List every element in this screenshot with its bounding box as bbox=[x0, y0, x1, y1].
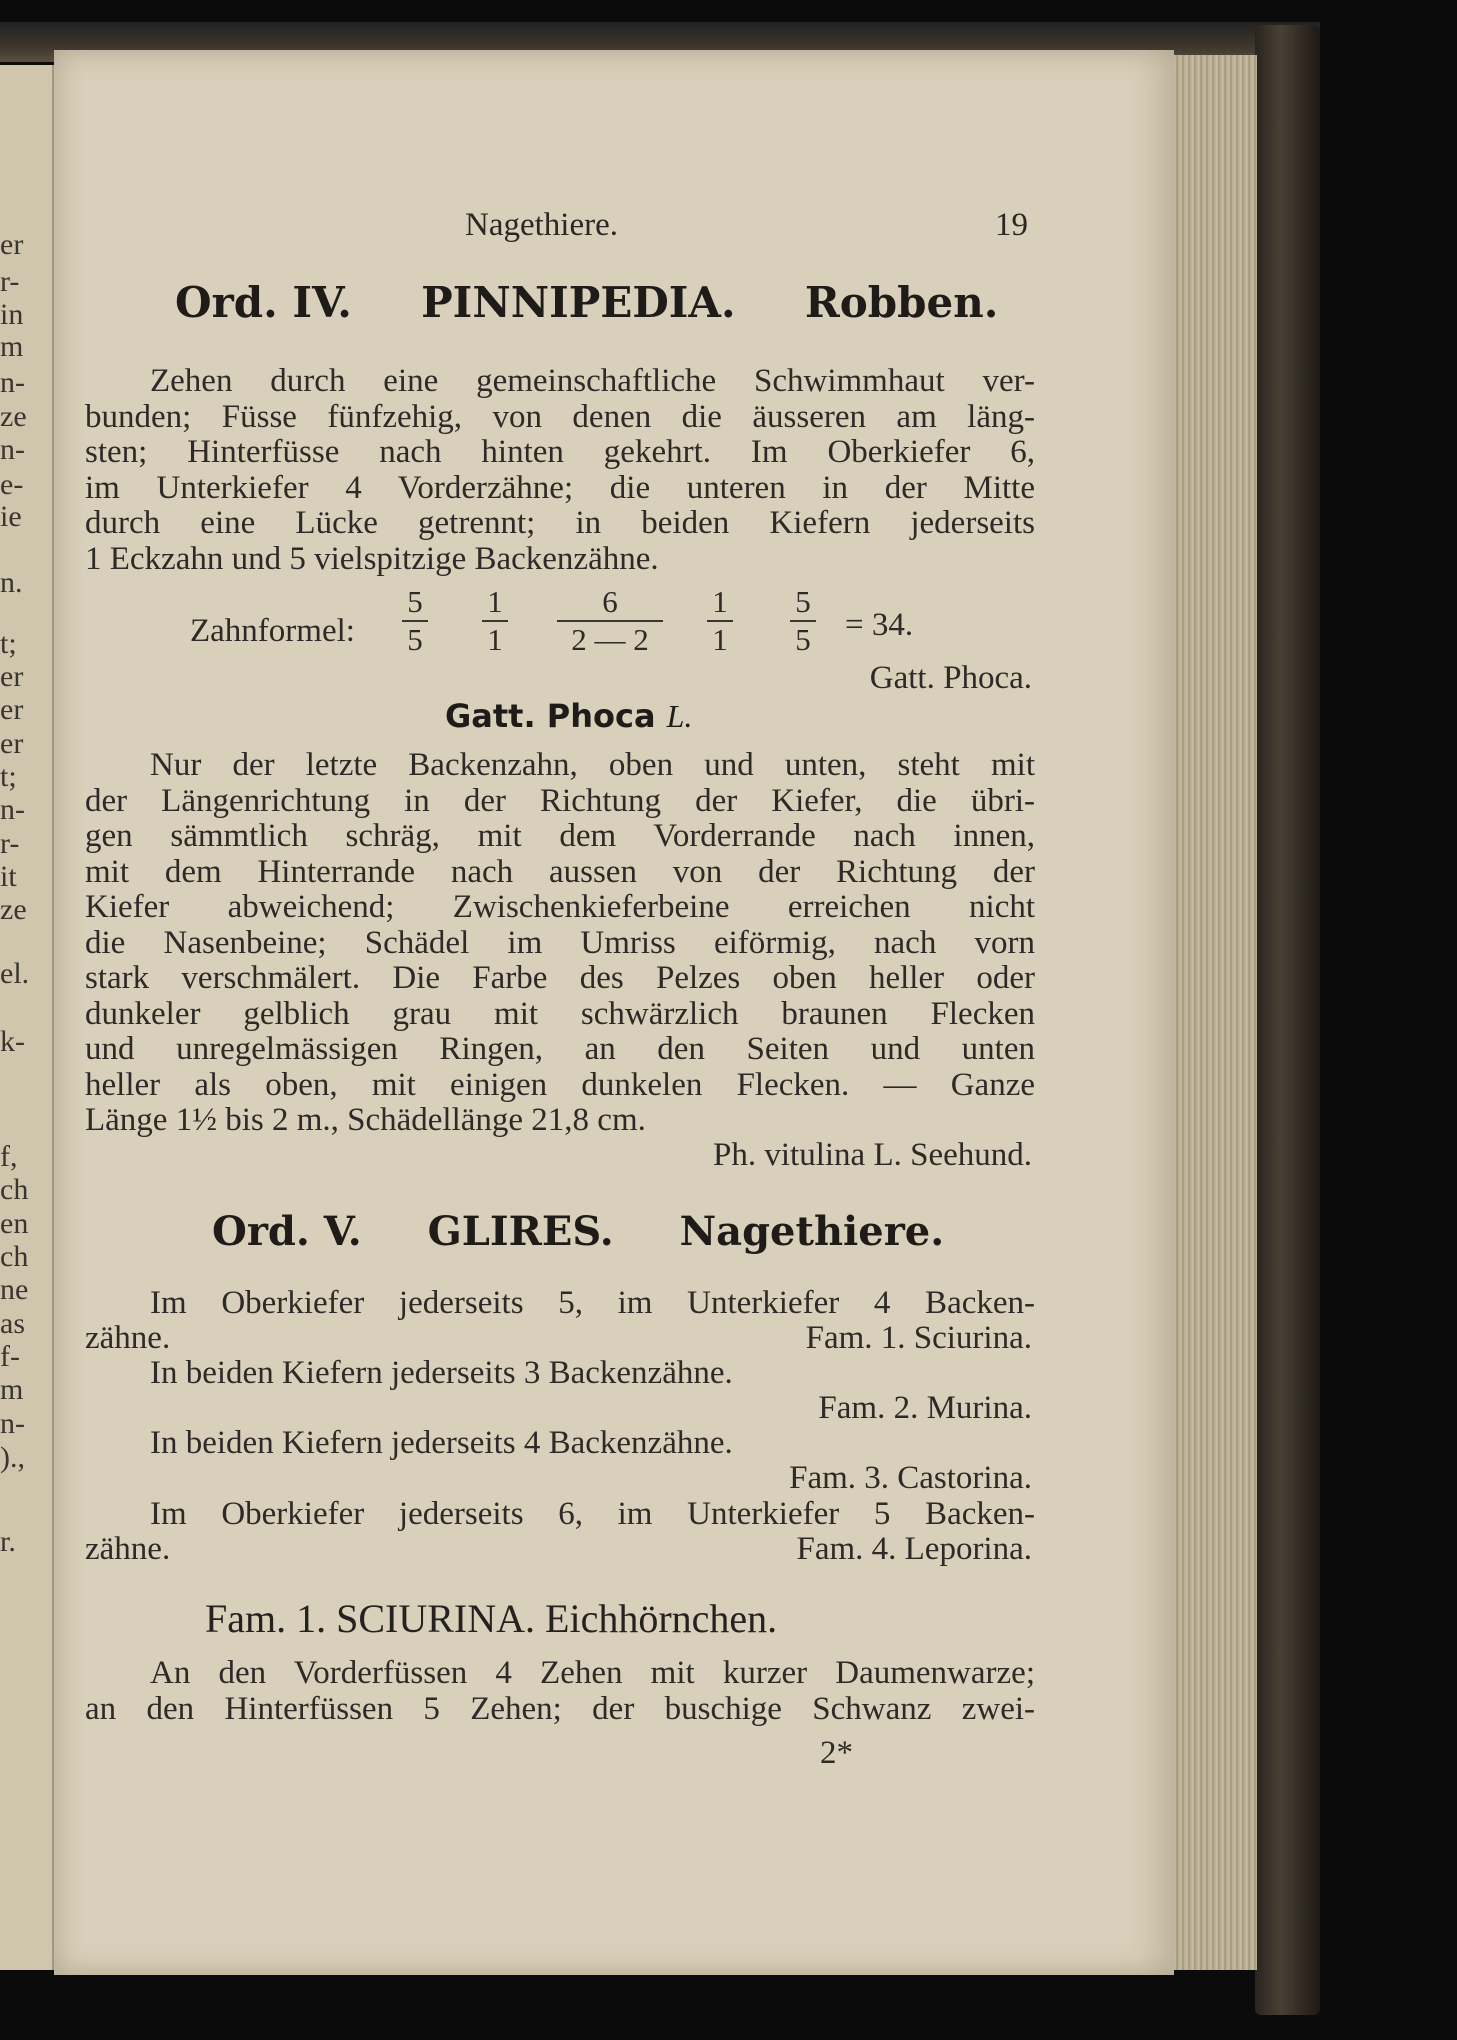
genus-reference: Gatt. Phoca. bbox=[869, 660, 1032, 696]
family-reference: Fam. 4. Leporina. bbox=[796, 1531, 1032, 1567]
text-line: An den Vorderfüssen 4 Zehen mit kurzer Daumenwarze; bbox=[150, 1655, 1035, 1691]
margin-fragment: n- bbox=[0, 433, 25, 466]
species-line: Ph. vitulina L. Seehund. bbox=[713, 1137, 1032, 1173]
formula-result: = 34. bbox=[845, 607, 914, 643]
margin-fragment: en bbox=[0, 1207, 29, 1240]
text-line: im Unterkiefer 4 Vorderzähne; die unteren in der Mitte bbox=[85, 469, 1035, 506]
fraction-numerator: 5 bbox=[795, 584, 811, 619]
order-prefix: Ord. V. bbox=[212, 1208, 362, 1255]
genus-author: L. bbox=[666, 698, 693, 734]
margin-fragment: ch bbox=[0, 1240, 29, 1273]
order-heading-pinnipedia bbox=[175, 278, 998, 327]
key-text: Im Oberkiefer jederseits 6, im Unterkiefer 5 Backen- bbox=[150, 1496, 1035, 1532]
text-line: Zehen durch eine gemeinschaftliche Schwimmhaut ver- bbox=[150, 363, 1035, 399]
margin-fragment: )., bbox=[0, 1441, 25, 1474]
margin-fragment: k- bbox=[0, 1025, 25, 1058]
formula-fraction bbox=[705, 584, 735, 658]
fraction-numerator: 5 bbox=[407, 584, 423, 619]
text-line: der Längenrichtung in der Richtung der Kiefer, die übri- bbox=[85, 782, 1035, 819]
order-german-name: Robben. bbox=[804, 278, 999, 327]
genus-title: Gatt. Phoca bbox=[445, 697, 656, 735]
family-heading-sciurina: Fam. 1. SCIURINA. Eichhörnchen. bbox=[205, 1596, 778, 1641]
margin-fragment: t; bbox=[0, 760, 17, 793]
order-prefix: Ord. IV. bbox=[175, 278, 352, 327]
signature-mark: 2* bbox=[820, 1735, 853, 1771]
formula-fraction bbox=[788, 584, 818, 658]
text-line: stark verschmälert. Die Farbe des Pelzes oben heller oder bbox=[85, 960, 1035, 996]
text-line: bunden; Füsse fünfzehig, von denen die äusseren am läng- bbox=[85, 398, 1035, 435]
key-text: Im Oberkiefer jederseits 5, im Unterkiefer 4 Backen- bbox=[150, 1285, 1035, 1321]
fraction-denominator: 1 bbox=[487, 622, 503, 657]
margin-fragment: e- bbox=[0, 468, 24, 501]
margin-fragment: er bbox=[0, 228, 24, 261]
margin-fragment: r- bbox=[0, 265, 20, 298]
margin-fragment: as bbox=[0, 1307, 25, 1340]
margin-fragment: m bbox=[0, 1373, 24, 1406]
text-line: und unregelmässigen Ringen, an den Seiten und unten bbox=[85, 1031, 1035, 1067]
margin-fragment: ne bbox=[0, 1273, 29, 1306]
formula-fraction bbox=[480, 584, 510, 658]
margin-fragment: ie bbox=[0, 500, 22, 533]
order-heading-glires bbox=[212, 1208, 944, 1255]
fraction-numerator: 1 bbox=[487, 584, 503, 619]
margin-fragment: ze bbox=[0, 893, 27, 926]
order-latin-name: GLIRES. bbox=[427, 1208, 614, 1255]
margin-fragment: ch bbox=[0, 1173, 29, 1206]
text-line: Länge 1½ bis 2 m., Schädellänge 21,8 cm. bbox=[85, 1102, 646, 1138]
formula-fraction bbox=[555, 584, 665, 658]
margin-fragment: er bbox=[0, 660, 24, 693]
text-line: durch eine Lücke getrennt; in beiden Kiefern jederseits bbox=[85, 505, 1035, 541]
margin-fragment: m bbox=[0, 330, 24, 363]
page-edges bbox=[1165, 55, 1257, 1970]
margin-fragment: el. bbox=[0, 957, 30, 990]
book-cover-spine bbox=[1255, 25, 1320, 2015]
margin-fragment: it bbox=[0, 860, 17, 893]
margin-fragment: f- bbox=[0, 1340, 20, 1373]
text-line: Nur der letzte Backenzahn, oben und unten, steht mit bbox=[150, 747, 1035, 783]
margin-fragment: in bbox=[0, 298, 24, 331]
margin-fragment: n- bbox=[0, 1407, 25, 1440]
text-line: dunkeler gelblich grau mit schwärzlich braunen Flecken bbox=[85, 995, 1035, 1032]
text-line: Kiefer abweichend; Zwischenkieferbeine erreichen nicht bbox=[85, 889, 1035, 925]
margin-fragment: r- bbox=[0, 827, 20, 860]
running-head-title: Nagethiere. bbox=[465, 207, 618, 243]
fraction-numerator: 6 bbox=[602, 584, 618, 619]
order-german-name: Nagethiere. bbox=[679, 1208, 945, 1255]
formula-fraction bbox=[400, 584, 430, 658]
fraction-denominator: 5 bbox=[407, 622, 423, 657]
margin-fragment: er bbox=[0, 693, 24, 726]
margin-fragment: er bbox=[0, 727, 24, 760]
fraction-denominator: 1 bbox=[712, 622, 728, 657]
key-text: In beiden Kiefern jederseits 4 Backenzähne. bbox=[150, 1425, 733, 1461]
text-line: die Nasenbeine; Schädel im Umriss eiförmig, nach vorn bbox=[85, 924, 1035, 961]
margin-fragment: ze bbox=[0, 400, 27, 433]
family-reference: Fam. 3. Castorina. bbox=[789, 1460, 1032, 1496]
key-text: zähne. bbox=[85, 1320, 171, 1356]
text-line: mit dem Hinterrande nach aussen von der Richtung der bbox=[85, 853, 1035, 890]
margin-fragment: n. bbox=[0, 566, 23, 599]
family-reference: Fam. 1. Sciurina. bbox=[805, 1320, 1032, 1356]
key-text: In beiden Kiefern jederseits 3 Backenzähne. bbox=[150, 1355, 733, 1391]
facing-page-margin bbox=[0, 65, 54, 1970]
fraction-denominator: 2 — 2 bbox=[571, 622, 649, 657]
text-line: heller als oben, mit einigen dunkelen Flecken. — Ganze bbox=[85, 1066, 1035, 1103]
text-line: gen sämmtlich schräg, mit dem Vorderrande nach innen, bbox=[85, 818, 1035, 854]
text-line: sten; Hinterfüsse nach hinten gekehrt. Im Oberkiefer 6, bbox=[85, 434, 1035, 470]
margin-fragment: f, bbox=[0, 1140, 18, 1173]
margin-fragment: n- bbox=[0, 366, 25, 399]
family-reference: Fam. 2. Murina. bbox=[818, 1390, 1032, 1426]
margin-fragment: r. bbox=[0, 1525, 16, 1558]
margin-fragment: t; bbox=[0, 627, 17, 660]
order-latin-name: PINNIPEDIA. bbox=[421, 278, 736, 327]
text-line: an den Hinterfüssen 5 Zehen; der buschige Schwanz zwei- bbox=[85, 1690, 1035, 1727]
genus-heading bbox=[445, 697, 692, 735]
dental-formula-label: Zahnformel: bbox=[190, 613, 355, 649]
key-text: zähne. bbox=[85, 1531, 171, 1567]
text-line: 1 Eckzahn und 5 vielspitzige Backenzähne. bbox=[85, 540, 659, 577]
fraction-numerator: 1 bbox=[712, 584, 728, 619]
margin-fragment: n- bbox=[0, 793, 25, 826]
fraction-denominator: 5 bbox=[795, 622, 811, 657]
page-number: 19 bbox=[995, 207, 1028, 243]
